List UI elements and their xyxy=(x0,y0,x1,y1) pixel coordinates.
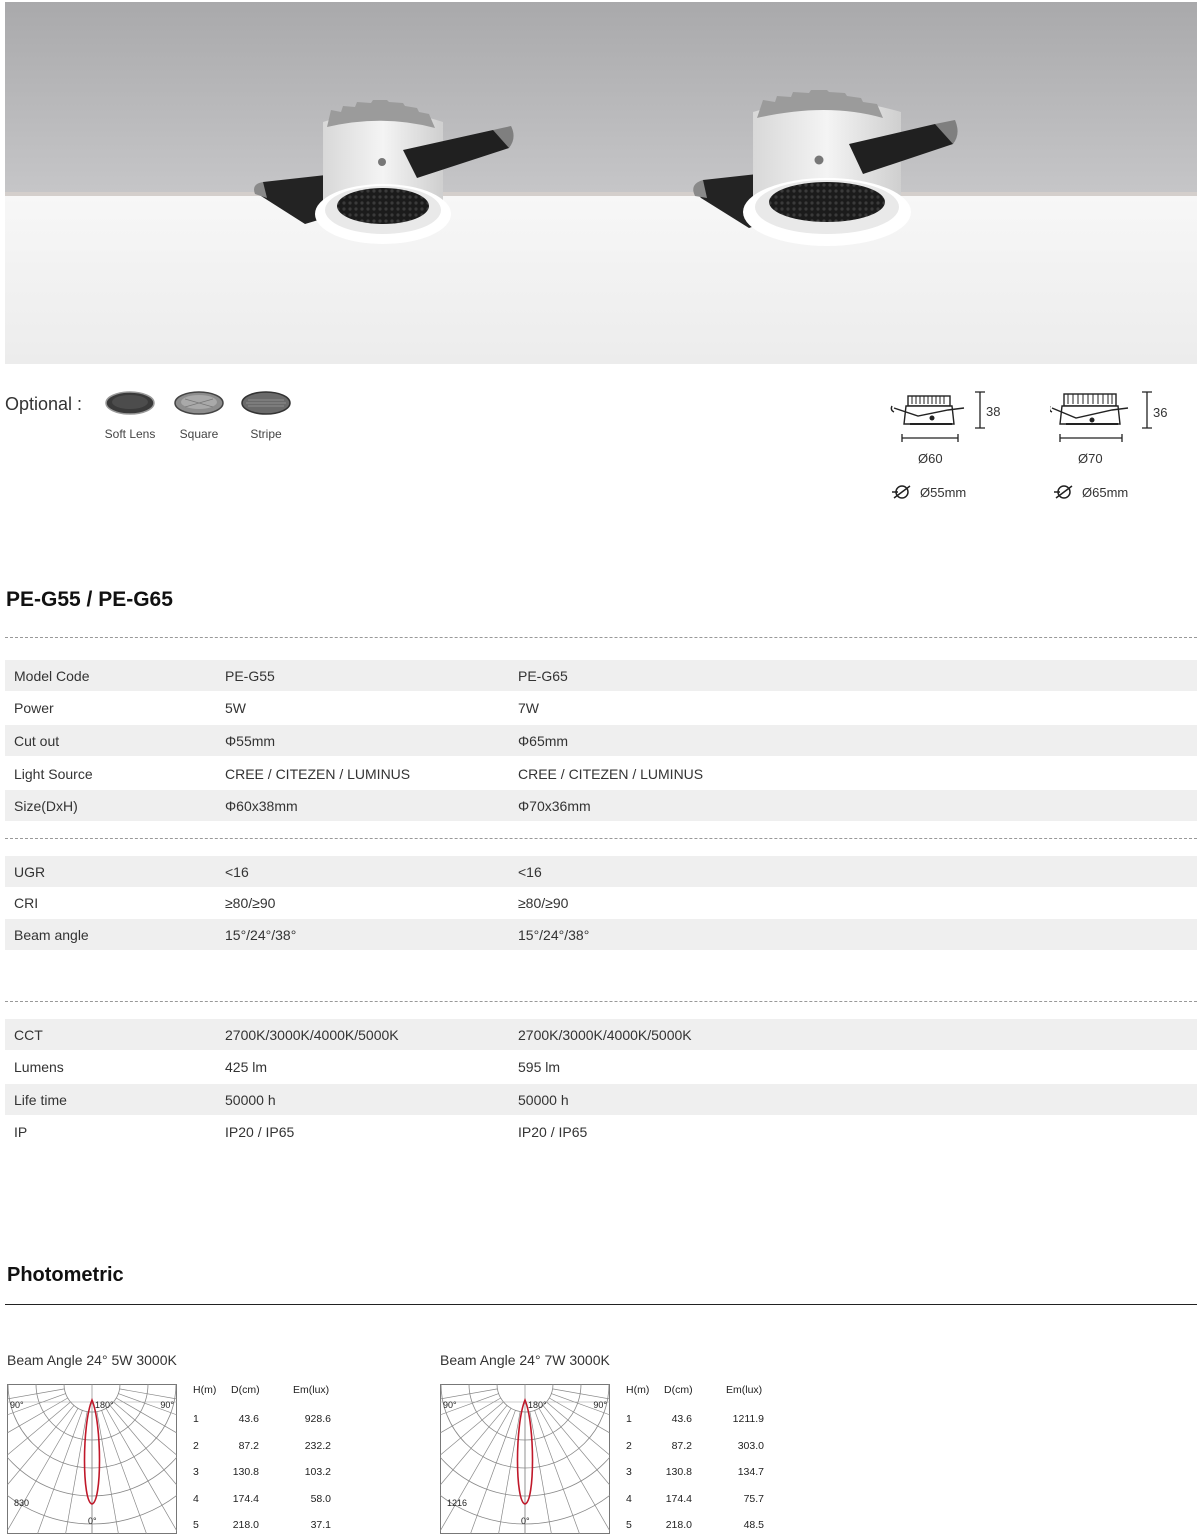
row-illuminance: 232.2 xyxy=(304,1439,331,1452)
polar-label-left: 90° xyxy=(10,1400,24,1410)
spec-value-pe-g65: 50000 h xyxy=(518,1092,569,1108)
cutout-value: Ø55mm xyxy=(920,484,967,500)
header-diameter: D(cm) xyxy=(231,1384,260,1396)
stripe-lens-icon xyxy=(240,390,292,416)
row-diameter: 43.6 xyxy=(671,1413,692,1425)
downlight-render xyxy=(5,2,1197,364)
spec-row xyxy=(5,790,1197,821)
polar-peak-value: 830 xyxy=(14,1498,30,1508)
row-illuminance: 103.2 xyxy=(304,1466,331,1478)
spec-row xyxy=(5,887,1197,918)
photometric-caption: Beam Angle 24° 7W 3000K xyxy=(440,1352,610,1368)
row-diameter: 87.2 xyxy=(671,1439,692,1452)
polar-label-left: 90° xyxy=(443,1400,457,1410)
header-height: H(m) xyxy=(193,1384,217,1396)
spec-value-pe-g65: 2700K/3000K/4000K/5000K xyxy=(518,1027,692,1043)
cutout-icon xyxy=(892,484,912,500)
row-illuminance: 75.7 xyxy=(743,1492,764,1505)
lens-option-stripe xyxy=(231,390,301,441)
row-diameter: 130.8 xyxy=(232,1466,259,1478)
spec-value-pe-g55: ≥80/≥90 xyxy=(225,895,276,911)
spec-value-pe-g55: Φ60x38mm xyxy=(225,798,298,814)
row-diameter: 43.6 xyxy=(238,1413,259,1425)
spec-value-pe-g55: Φ55mm xyxy=(225,733,276,749)
spec-value-pe-g55: 2700K/3000K/4000K/5000K xyxy=(225,1027,399,1043)
row-illuminance: 48.5 xyxy=(743,1519,764,1531)
cutout-spec xyxy=(1054,484,1128,500)
lens-option-square xyxy=(164,390,234,441)
section-rule xyxy=(5,1304,1197,1305)
spec-label: Beam angle xyxy=(14,927,89,943)
lens-option-soft xyxy=(95,390,165,441)
row-illuminance: 37.1 xyxy=(310,1519,331,1531)
spec-value-pe-g65: PE-G65 xyxy=(518,668,568,684)
row-diameter: 174.4 xyxy=(665,1492,692,1505)
cross-section-icon xyxy=(1050,388,1170,448)
optional-label: Optional : xyxy=(5,394,83,414)
spec-row xyxy=(5,1116,1197,1147)
polar-label-right: 90° xyxy=(160,1400,174,1410)
spec-value-pe-g65: Φ70x36mm xyxy=(518,798,591,814)
row-diameter: 174.4 xyxy=(232,1492,259,1505)
spec-value-pe-g65: <16 xyxy=(518,864,542,880)
row-height: 4 xyxy=(626,1492,632,1505)
spec-row xyxy=(5,919,1197,950)
header-height: H(m) xyxy=(626,1384,650,1396)
row-illuminance: 58.0 xyxy=(310,1492,331,1505)
spec-label: Lumens xyxy=(14,1059,64,1075)
spec-row xyxy=(5,1084,1197,1115)
row-height: 4 xyxy=(193,1492,199,1505)
polar-label-bottom: 0° xyxy=(521,1516,530,1526)
spec-value-pe-g55: PE-G55 xyxy=(225,668,275,684)
polar-label-right: 90° xyxy=(593,1400,607,1410)
row-diameter: 218.0 xyxy=(665,1519,692,1531)
photometric-block-pe-g65 xyxy=(440,1352,860,1538)
lens-name: Square xyxy=(179,427,219,441)
row-diameter: 218.0 xyxy=(232,1519,259,1531)
spec-row xyxy=(5,725,1197,756)
product-title: PE-G55 / PE-G65 xyxy=(6,588,173,611)
spec-row xyxy=(5,856,1197,887)
spec-value-pe-g65: 595 lm xyxy=(518,1059,561,1075)
spec-value-pe-g55: IP20 / IP65 xyxy=(225,1124,295,1140)
height-value: 38 xyxy=(986,404,1001,419)
row-height: 1 xyxy=(193,1413,199,1425)
spec-value-pe-g65: IP20 / IP65 xyxy=(518,1124,588,1140)
spec-label: Size(DxH) xyxy=(14,798,78,814)
lens-name: Soft Lens xyxy=(104,427,156,441)
polar-label-top: 180° xyxy=(528,1400,547,1410)
square-lens-icon xyxy=(173,390,225,416)
spec-label: IP xyxy=(14,1124,28,1140)
spec-label: CCT xyxy=(14,1027,43,1043)
spec-label: Model Code xyxy=(14,668,90,684)
row-height: 5 xyxy=(626,1519,632,1531)
diameter-value: Ø70 xyxy=(1078,451,1103,466)
spec-value-pe-g65: ≥80/≥90 xyxy=(518,895,569,911)
spec-label: CRI xyxy=(14,895,39,911)
section-divider xyxy=(5,838,1197,839)
section-divider xyxy=(5,637,1197,638)
header-illuminance: Em(lux) xyxy=(726,1384,763,1396)
row-illuminance: 303.0 xyxy=(737,1439,764,1452)
spec-value-pe-g55: 5W xyxy=(225,700,246,716)
spec-row xyxy=(5,660,1197,691)
row-height: 3 xyxy=(193,1466,199,1478)
row-height: 1 xyxy=(626,1413,632,1425)
spec-label: Power xyxy=(14,700,54,716)
spec-label: Cut out xyxy=(14,733,60,749)
cutout-value: Ø65mm xyxy=(1082,484,1129,500)
spec-label: Light Source xyxy=(14,766,93,782)
polar-diagram xyxy=(7,1384,177,1534)
cutout-icon xyxy=(1054,484,1074,500)
row-illuminance: 134.7 xyxy=(737,1466,764,1478)
spec-value-pe-g65: 15°/24°/38° xyxy=(518,927,590,943)
soft-lens-icon xyxy=(104,390,156,416)
spec-value-pe-g65: CREE / CITEZEN / LUMINUS xyxy=(518,766,704,782)
polar-label-bottom: 0° xyxy=(88,1516,97,1526)
spec-row xyxy=(5,1051,1197,1082)
spec-label: Life time xyxy=(14,1092,67,1108)
header-illuminance: Em(lux) xyxy=(293,1384,330,1396)
spec-value-pe-g55: CREE / CITEZEN / LUMINUS xyxy=(225,766,411,782)
spec-value-pe-g55: 15°/24°/38° xyxy=(225,927,297,943)
spec-value-pe-g65: 7W xyxy=(518,700,539,716)
row-height: 5 xyxy=(193,1519,199,1531)
spec-label: UGR xyxy=(14,864,46,880)
spec-value-pe-g55: 425 lm xyxy=(225,1059,268,1075)
spec-value-pe-g65: Φ65mm xyxy=(518,733,569,749)
cutout-spec xyxy=(892,484,966,500)
height-value: 36 xyxy=(1153,405,1168,420)
row-illuminance: 1211.9 xyxy=(732,1413,764,1425)
spec-row xyxy=(5,692,1197,723)
row-illuminance: 928.6 xyxy=(304,1413,331,1425)
spec-row xyxy=(5,1019,1197,1050)
lens-name: Stripe xyxy=(250,427,282,441)
row-height: 2 xyxy=(193,1439,199,1452)
spec-row xyxy=(5,758,1197,789)
section-divider xyxy=(5,1001,1197,1002)
row-height: 3 xyxy=(626,1466,632,1478)
polar-diagram xyxy=(440,1384,610,1534)
spec-value-pe-g55: <16 xyxy=(225,864,249,880)
diameter-value: Ø60 xyxy=(918,451,943,466)
row-diameter: 130.8 xyxy=(665,1466,692,1478)
row-height: 2 xyxy=(626,1439,632,1452)
polar-label-top: 180° xyxy=(95,1400,114,1410)
photometric-heading: Photometric xyxy=(7,1264,124,1286)
header-diameter: D(cm) xyxy=(664,1384,693,1396)
polar-peak-value: 1216 xyxy=(447,1498,468,1508)
row-diameter: 87.2 xyxy=(238,1439,259,1452)
product-hero-image xyxy=(5,2,1197,364)
photometric-block-pe-g55 xyxy=(7,1352,427,1538)
spec-value-pe-g55: 50000 h xyxy=(225,1092,276,1108)
photometric-caption: Beam Angle 24° 5W 3000K xyxy=(7,1352,177,1368)
